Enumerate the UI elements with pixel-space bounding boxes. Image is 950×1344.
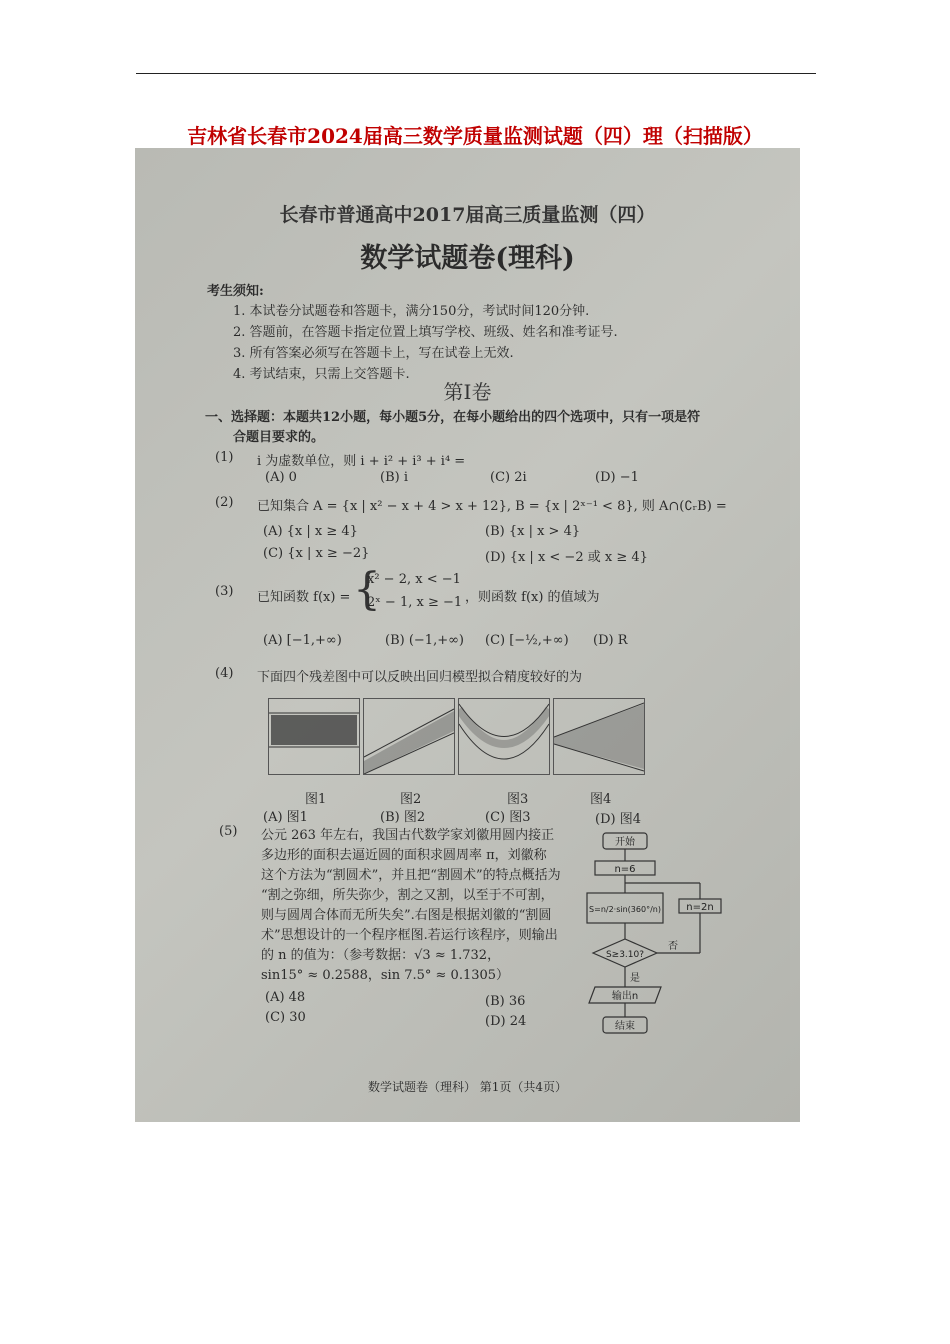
q1-stem: i 为虚数单位，则 i + i² + i³ + i⁴ = <box>257 454 466 469</box>
q5-number: (5) <box>219 824 238 839</box>
q2-option-c: (C) {x | x ≥ −2} <box>263 546 370 561</box>
q5-option-c: (C) 30 <box>265 1010 306 1025</box>
q3-option-d: (D) R <box>593 633 628 648</box>
residual-plot-2 <box>363 698 455 775</box>
top-rule <box>136 73 816 74</box>
flow-init-label: n=6 <box>614 864 636 875</box>
q5-line-1: 公元 263 年左右，我国古代数学家刘徽用圆内接正 <box>261 828 555 843</box>
notice-1: 1. 本试卷分试题卷和答题卡，满分150分，考试时间120分钟. <box>233 304 590 319</box>
q5-option-b: (B) 36 <box>485 994 526 1009</box>
residual-plot-1 <box>268 698 360 775</box>
q5-line-4: “割之弥细，所失弥少，割之又割，以至于不可割， <box>261 888 554 903</box>
scanned-exam-page <box>135 148 800 1122</box>
q2-number: (2) <box>215 495 234 510</box>
q4-option-b: (B) 图2 <box>380 810 426 825</box>
q4-number: (4) <box>215 666 234 681</box>
q1-option-b: (B) i <box>380 470 408 485</box>
program-flowchart <box>575 831 745 1041</box>
fig-label-1: 图1 <box>305 792 327 807</box>
exam-subject-title: 数学试题卷(理科) <box>360 243 575 274</box>
q5-line-3: 这个方法为“割圆术”，并且把“割圆术”的特点概括为 <box>261 868 561 883</box>
q3-stem-suffix: ，则函数 f(x) 的值域为 <box>465 590 600 605</box>
q2-option-a: (A) {x | x ≥ 4} <box>263 524 358 539</box>
flow-start-label: 开始 <box>615 837 635 848</box>
q5-line-2: 多边形的面积去逼近圆的面积求圆周率 π，刘徽称 <box>261 848 547 863</box>
q3-brace: { <box>353 564 381 615</box>
residual-plot-3 <box>458 698 550 775</box>
q5-option-a: (A) 48 <box>265 990 306 1005</box>
residual-plot-4 <box>553 698 645 775</box>
q2-option-b: (B) {x | x > 4} <box>485 524 581 539</box>
page-footer: 数学试题卷（理科） 第1页（共4页） <box>367 1080 568 1094</box>
q1-number: (1) <box>215 450 234 465</box>
page-title: 吉林省长春市2024届高三数学质量监测试题（四）理（扫描版） <box>187 124 763 148</box>
section-title: 第Ⅰ卷 <box>443 380 492 404</box>
q3-case-2: 2ˣ − 1, x ≥ −1 <box>367 595 463 610</box>
exam-header: 长春市普通高中2017届高三质量监测（四） <box>279 204 656 226</box>
q1-option-c: (C) 2i <box>490 470 527 485</box>
q4-stem: 下面四个残差图中可以反映出回归模型拟合精度较好的为 <box>257 670 583 685</box>
notice-3: 3. 所有答案必须写在答题卡上，写在试卷上无效. <box>233 346 514 361</box>
flow-yes-label: 是 <box>630 973 640 984</box>
flow-condition-label: S≥3.10? <box>605 950 645 960</box>
q2-stem: 已知集合 A = {x | x² − x + 4 > x + 12}, B = {x | 2ˣ⁻¹ < 8}, 则 A∩(∁ᵣB) = <box>257 499 727 514</box>
fig-label-3: 图3 <box>507 792 529 807</box>
flow-compute-label: S=n/2·sin(360°/n) <box>589 905 661 914</box>
flow-update-label: n=2n <box>686 902 714 913</box>
instruction-line-1: 一、选择题：本题共12小题，每小题5分，在每小题给出的四个选项中，只有一项是符 <box>205 410 701 425</box>
fig-label-4: 图4 <box>590 792 612 807</box>
q5-line-6: 术”思想设计的一个程序框图.若运行该程序，则输出 <box>261 928 558 943</box>
q5-option-d: (D) 24 <box>485 1014 527 1029</box>
q4-option-d: (D) 图4 <box>595 812 641 827</box>
q3-case-1: x² − 2, x < −1 <box>367 572 461 587</box>
q2-option-d: (D) {x | x < −2 或 x ≥ 4} <box>485 550 648 565</box>
q4-option-c: (C) 图3 <box>485 810 531 825</box>
fig-label-2: 图2 <box>400 792 422 807</box>
q5-line-8: sin15° ≈ 0.2588，sin 7.5° ≈ 0.1305） <box>261 968 510 983</box>
flow-end-label: 结束 <box>615 1021 635 1032</box>
q3-option-a: (A) [−1,+∞) <box>263 633 342 648</box>
q3-number: (3) <box>215 584 234 599</box>
q5-line-5: 则与圆周合体而无所失矣”.右图是根据刘徽的“割圆 <box>261 908 552 923</box>
q3-stem-prefix: 已知函数 f(x) = <box>257 590 351 605</box>
q1-option-d: (D) −1 <box>595 470 639 485</box>
instruction-line-2: 合题目要求的。 <box>233 430 325 445</box>
flow-output-label: 输出n <box>611 991 639 1002</box>
flow-no-label: 否 <box>668 941 678 952</box>
q4-option-a: (A) 图1 <box>263 810 308 825</box>
q5-line-7: 的 n 的值为：（参考数据：√3 ≈ 1.732， <box>261 948 501 963</box>
q1-option-a: (A) 0 <box>265 470 297 485</box>
q3-option-b: (B) (−1,+∞) <box>385 633 464 648</box>
q3-option-c: (C) [−½,+∞) <box>485 633 569 648</box>
notice-2: 2. 答题前，在答题卡指定位置上填写学校、班级、姓名和准考证号. <box>233 325 618 340</box>
notice-4: 4. 考试结束，只需上交答题卡. <box>233 367 410 382</box>
notice-title: 考生须知: <box>207 284 264 299</box>
